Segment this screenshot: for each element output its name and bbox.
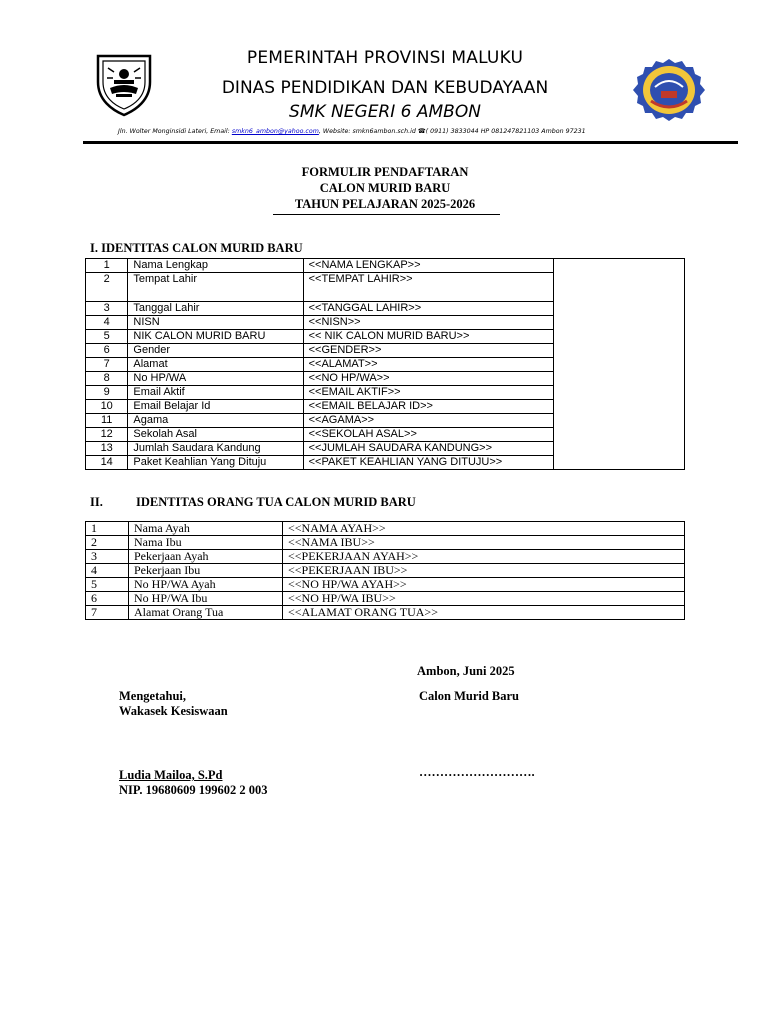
row-number: 12 bbox=[86, 428, 128, 442]
field-value: <<AGAMA>> bbox=[303, 414, 553, 428]
school-emblem-logo bbox=[631, 57, 707, 123]
form-title-line1: FORMULIR PENDAFTARAN bbox=[301, 165, 469, 179]
field-label: Nama Ayah bbox=[129, 522, 283, 536]
parent-identity-table bbox=[85, 521, 685, 620]
row-number: 2 bbox=[86, 273, 128, 302]
field-value: <<NAMA IBU>> bbox=[283, 536, 685, 550]
row-number: 8 bbox=[86, 372, 128, 386]
acknowledged-label: Mengetahui, bbox=[119, 689, 187, 703]
signer-name: Ludia Mailoa, S.Pd bbox=[119, 768, 223, 782]
section2-number: II. bbox=[90, 495, 103, 509]
form-title-line2: CALON MURID BARU bbox=[319, 181, 451, 195]
section2-heading: IDENTITAS ORANG TUA CALON MURID BARU bbox=[136, 495, 416, 509]
email-link[interactable]: smkn6_ambon@yahoo.com bbox=[231, 128, 319, 135]
row-number: 3 bbox=[86, 550, 129, 564]
field-label: Pekerjaan Ibu bbox=[129, 564, 283, 578]
table-row bbox=[86, 564, 685, 578]
field-label: NIK CALON MURID BARU bbox=[128, 330, 303, 344]
row-number: 2 bbox=[86, 536, 129, 550]
field-value: <<JUMLAH SAUDARA KANDUNG>> bbox=[303, 442, 553, 456]
row-number: 10 bbox=[86, 400, 128, 414]
field-label: Alamat Orang Tua bbox=[129, 606, 283, 620]
address-prefix: Jln. Wolter Monginsidi Lateri, Email: bbox=[118, 128, 232, 135]
row-number: 6 bbox=[86, 592, 129, 606]
table-row bbox=[86, 536, 685, 550]
field-value: <<GENDER>> bbox=[303, 344, 553, 358]
field-label: Tempat Lahir bbox=[128, 273, 303, 302]
vice-principal-title: Wakasek Kesiswaan bbox=[119, 704, 228, 718]
row-number: 1 bbox=[86, 522, 129, 536]
field-value: <<NAMA LENGKAP>> bbox=[303, 259, 553, 273]
field-label: Email Belajar Id bbox=[128, 400, 303, 414]
row-number: 7 bbox=[86, 358, 128, 372]
row-number: 9 bbox=[86, 386, 128, 400]
field-value: <<TEMPAT LAHIR>> bbox=[303, 273, 553, 302]
table-row bbox=[86, 550, 685, 564]
field-value: <<NO HP/WA IBU>> bbox=[283, 592, 685, 606]
row-number: 5 bbox=[86, 330, 128, 344]
section1-heading: I. IDENTITAS CALON MURID BARU bbox=[90, 241, 303, 255]
field-value: <<EMAIL AKTIF>> bbox=[303, 386, 553, 400]
header-address bbox=[118, 128, 678, 135]
signer-nip: NIP. 19680609 199602 2 003 bbox=[119, 783, 268, 797]
form-title-year: TAHUN PELAJARAN 2025-2026 bbox=[294, 197, 476, 211]
header-school: SMK NEGERI 6 AMBON bbox=[289, 102, 481, 122]
field-label: Nama Ibu bbox=[129, 536, 283, 550]
field-label: NISN bbox=[128, 316, 303, 330]
title-underline bbox=[273, 214, 500, 215]
table-row bbox=[86, 578, 685, 592]
header-government: PEMERINTAH PROVINSI MALUKU bbox=[246, 48, 524, 68]
field-value: <<EMAIL BELAJAR ID>> bbox=[303, 400, 553, 414]
table-row bbox=[86, 522, 685, 536]
field-label: Email Aktif bbox=[128, 386, 303, 400]
field-label: No HP/WA bbox=[128, 372, 303, 386]
field-label: No HP/WA Ibu bbox=[129, 592, 283, 606]
field-value: <<TANGGAL LAHIR>> bbox=[303, 302, 553, 316]
row-number: 14 bbox=[86, 456, 128, 470]
field-value: <<ALAMAT ORANG TUA>> bbox=[283, 606, 685, 620]
table-row bbox=[86, 592, 685, 606]
field-value: <<ALAMAT>> bbox=[303, 358, 553, 372]
header-department: DINAS PENDIDIKAN DAN KEBUDAYAAN bbox=[221, 78, 549, 98]
row-number: 11 bbox=[86, 414, 128, 428]
field-value: <<PAKET KEAHLIAN YANG DITUJU>> bbox=[303, 456, 553, 470]
field-label: Pekerjaan Ayah bbox=[129, 550, 283, 564]
row-number: 5 bbox=[86, 578, 129, 592]
field-label: Tanggal Lahir bbox=[128, 302, 303, 316]
field-value: <<NISN>> bbox=[303, 316, 553, 330]
row-number: 4 bbox=[86, 316, 128, 330]
field-label: Nama Lengkap bbox=[128, 259, 303, 273]
place-date: Ambon, Juni 2025 bbox=[417, 664, 515, 678]
row-number: 6 bbox=[86, 344, 128, 358]
row-number: 13 bbox=[86, 442, 128, 456]
row-number: 3 bbox=[86, 302, 128, 316]
field-label: Jumlah Saudara Kandung bbox=[128, 442, 303, 456]
field-value: <<PEKERJAAN AYAH>> bbox=[283, 550, 685, 564]
row-number: 7 bbox=[86, 606, 129, 620]
student-identity-table bbox=[85, 258, 685, 470]
applicant-label: Calon Murid Baru bbox=[419, 689, 520, 703]
field-label: Alamat bbox=[128, 358, 303, 372]
field-label: No HP/WA Ayah bbox=[129, 578, 283, 592]
header-divider bbox=[83, 141, 738, 144]
field-label: Agama bbox=[128, 414, 303, 428]
row-number: 1 bbox=[86, 259, 128, 273]
table-row bbox=[86, 606, 685, 620]
row-number: 4 bbox=[86, 564, 129, 578]
field-value: << NIK CALON MURID BARU>> bbox=[303, 330, 553, 344]
field-value: <<NAMA AYAH>> bbox=[283, 522, 685, 536]
photo-box bbox=[553, 259, 684, 470]
field-value: <<NO HP/WA AYAH>> bbox=[283, 578, 685, 592]
table-row bbox=[86, 259, 685, 273]
applicant-signature-dots: ………………………. bbox=[419, 765, 535, 779]
field-value: <<NO HP/WA>> bbox=[303, 372, 553, 386]
address-suffix: , Website: smkn6ambon.sch.id ☎( 0911) 3833044 HP 081247821103 Ambon 97231 bbox=[318, 128, 586, 135]
field-label: Sekolah Asal bbox=[128, 428, 303, 442]
maluku-seal-logo bbox=[92, 52, 156, 118]
field-value: <<PEKERJAAN IBU>> bbox=[283, 564, 685, 578]
field-value: <<SEKOLAH ASAL>> bbox=[303, 428, 553, 442]
field-label: Paket Keahlian Yang Dituju bbox=[128, 456, 303, 470]
field-label: Gender bbox=[128, 344, 303, 358]
